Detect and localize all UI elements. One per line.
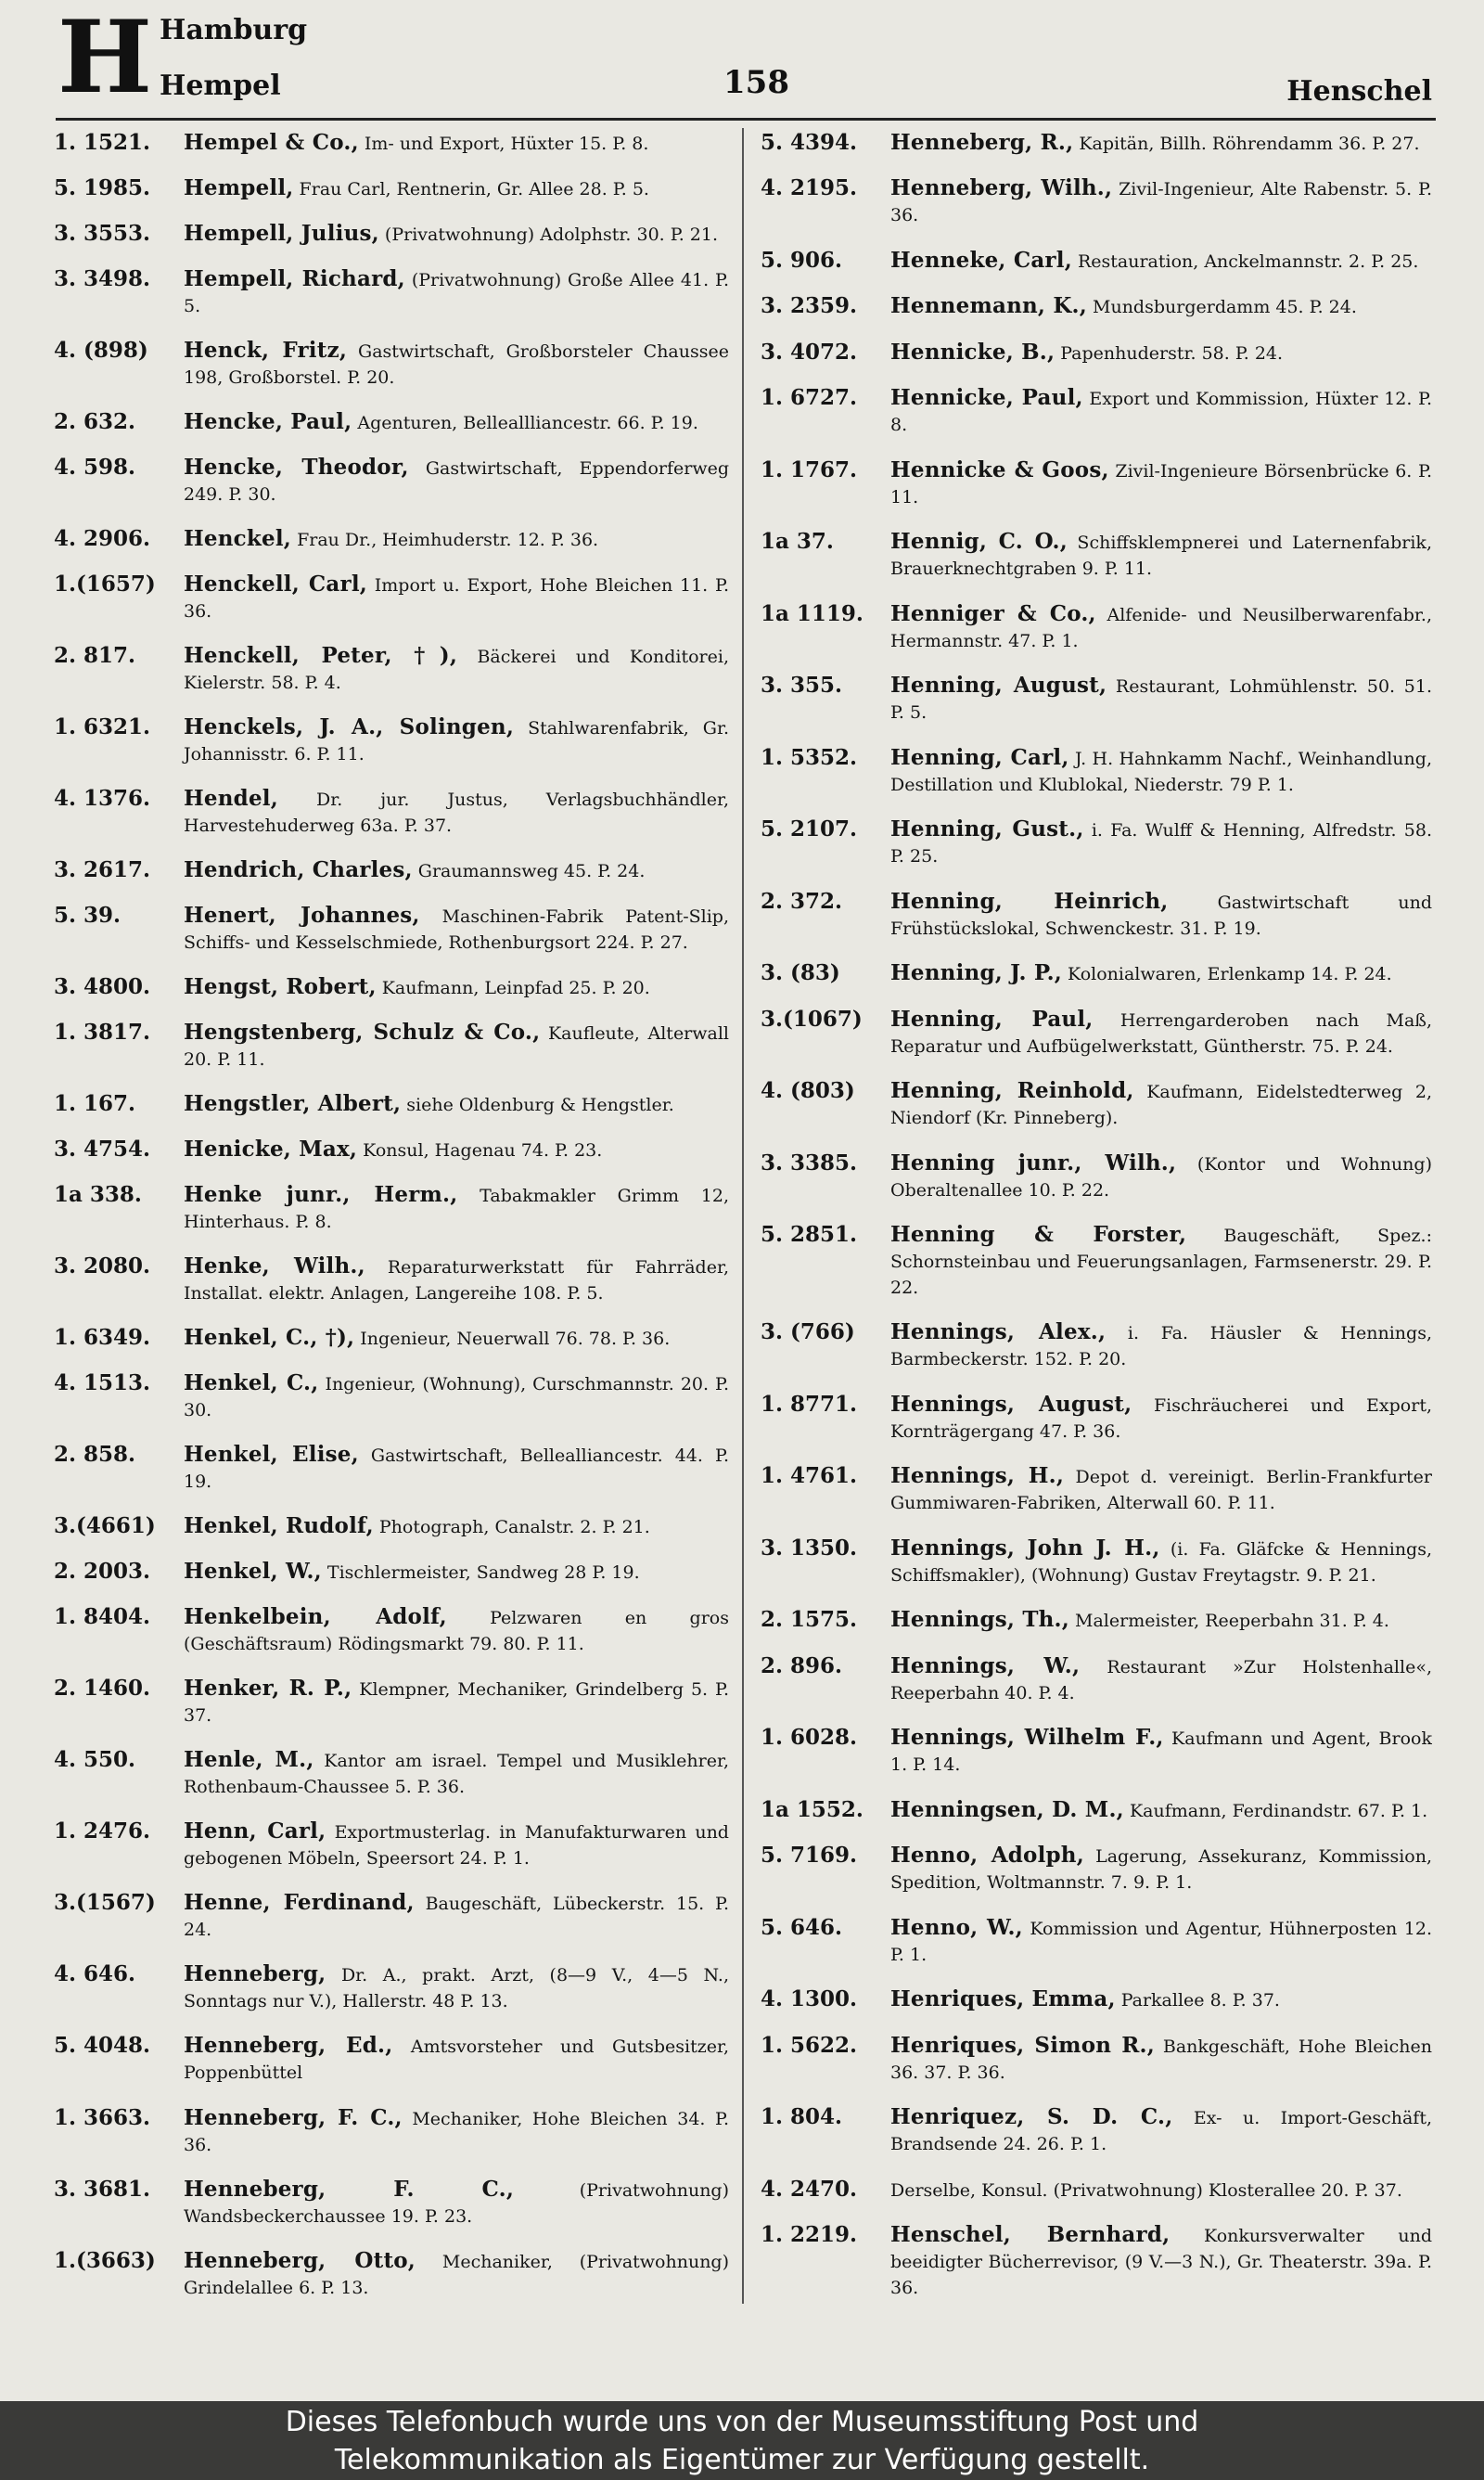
entry-details: Dr. A., prakt. Arzt, (8—9 V., 4—5 N., Sonntags nur V.), Hallerstr. 48 P. 13. [184, 1965, 729, 2012]
subscriber-name: Henert, Johannes, [184, 903, 420, 929]
entry-details: Amtsvorsteher und Gutsbesitzer, Poppenbüttel [184, 2037, 729, 2084]
subscriber-name: Henkel, C., [184, 1370, 319, 1396]
phone-number: 3. 1350. [761, 1535, 858, 1561]
directory-entry [54, 1747, 729, 1800]
directory-entry [761, 2177, 1432, 2204]
right-column [761, 130, 1432, 2301]
subscriber-name: Henneke, Carl, [890, 247, 1072, 273]
entry-details: Kaufmann, Eidelstedterweg 2, Niendorf (Kr. Pinneberg). [890, 1082, 1432, 1129]
entry-details: Photograph, Canalstr. 2. P. 21. [378, 1517, 650, 1538]
entry-details: Schiffsklempnerei und Laternenfabrik, Brauerknechtgraben 9. P. 11. [890, 533, 1432, 580]
entry-details: i. Fa. Häusler & Hennings, Barmbeckerstr. 152. P. 20. [890, 1323, 1432, 1370]
entry-details: Kommission und Agentur, Hühnerposten 12. P. 1. [890, 1918, 1432, 1965]
directory-entry [761, 529, 1432, 582]
subscriber-name: Henke, Wilh., [184, 1253, 365, 1279]
subscriber-name: Hempel & Co., [184, 130, 359, 155]
subscriber-name: Henneberg, R., [890, 130, 1074, 155]
entry-details: Parkallee 8. P. 37. [1120, 1990, 1280, 2011]
directory-entry [761, 2222, 1432, 2301]
directory-entry [761, 816, 1432, 869]
directory-entry [761, 248, 1432, 275]
directory-entry [54, 714, 729, 767]
directory-entry [761, 1222, 1432, 1301]
directory-entry [54, 1137, 729, 1163]
entry-details: Zivil-Ingenieur, Alte Rabenstr. 5. P. 36. [890, 179, 1432, 226]
phone-number: 4. 1300. [761, 1986, 858, 2012]
subscriber-name: Henn, Carl, [184, 1818, 326, 1844]
entry-details: Dr. jur. Justus, Verlagsbuchhändler, Harvestehuderweg 63a. P. 37. [184, 790, 729, 837]
phone-number: 5. 2107. [761, 816, 858, 842]
directory-entry [761, 340, 1432, 366]
phone-number: 1. 2476. [54, 1818, 151, 1844]
directory-entry [54, 1604, 729, 1657]
entry-details: Pelzwaren en gros (Geschäftsraum) Rödingsmarkt 79. 80. P. 11. [184, 1608, 729, 1655]
phone-number: 3.(4661) [54, 1513, 156, 1539]
directory-entry [54, 1442, 729, 1495]
subscriber-name: Henckell, Peter, †), [184, 643, 458, 669]
directory-entry [54, 175, 729, 202]
entry-details: Graumannsweg 45. P. 24. [417, 861, 646, 882]
phone-number: 2. 1460. [54, 1676, 151, 1702]
directory-entry [761, 1536, 1432, 1588]
entry-details: Kapitän, Billh. Röhrendamm 36. P. 27. [1079, 134, 1420, 154]
directory-entry [761, 175, 1432, 228]
entry-details: Tabakmakler Grimm 12, Hinterhaus. P. 8. [184, 1186, 729, 1233]
directory-entry [761, 1007, 1432, 1060]
phone-number: 1a 1552. [761, 1796, 864, 1822]
subscriber-name: Henne, Ferdinand, [184, 1890, 415, 1916]
entry-details: Tischlermeister, Sandweg 28 P. 19. [326, 1562, 640, 1584]
subscriber-name: Hennicke, B., [890, 339, 1055, 365]
subscriber-name: Henning, Heinrich, [890, 888, 1169, 914]
subscriber-name: Henningsen, D. M., [890, 1796, 1124, 1822]
entry-details: Klempner, Mechaniker, Grindelberg 5. P. 37. [184, 1679, 729, 1727]
entry-details: Kaufmann, Leinpfad 25. P. 20. [381, 978, 650, 999]
entry-details: Malermeister, Reeperbahn 31. P. 4. [1075, 1611, 1389, 1632]
footer-line-2: Telekommunikation als Eigentümer zur Verfügung gestellt. [334, 2444, 1150, 2476]
phone-number: 2. 2003. [54, 1559, 151, 1585]
phone-number: 4. 2906. [54, 526, 151, 552]
subscriber-name: Henneberg, Wilh., [890, 175, 1113, 201]
subscriber-name: Hencke, Paul, [184, 409, 352, 435]
directory-entry [54, 974, 729, 1001]
directory-entry [761, 1463, 1432, 1516]
phone-number: 4. 1376. [54, 786, 151, 812]
phone-number: 2. 372. [761, 888, 843, 914]
entry-details: Import u. Export, Hohe Bleichen 11. P. 36. [184, 575, 729, 623]
directory-entry [54, 1559, 729, 1586]
phone-number: 3. 2617. [54, 857, 151, 883]
phone-number: 5. 4394. [761, 130, 858, 155]
entry-details: Depot d. vereinigt. Berlin-Frankfurter Gummiwaren-Fabriken, Alterwall 60. P. 11. [890, 1467, 1432, 1514]
subscriber-name: Henkel, C., †), [184, 1325, 355, 1351]
entry-details: Mundsburgerdamm 45. P. 24. [1093, 297, 1357, 318]
directory-entry [761, 1078, 1432, 1131]
subscriber-name: Henneberg, F. C., [184, 2176, 515, 2202]
subscriber-name: Hennig, C. O., [890, 529, 1068, 555]
entry-details: i. Fa. Wulff & Henning, Alfredstr. 58. P. 25. [890, 820, 1432, 867]
subscriber-name: Henning, Paul, [890, 1006, 1094, 1032]
phone-number: 3. 2359. [761, 293, 858, 319]
phone-number: 3. 4754. [54, 1137, 151, 1163]
phone-number: 3. 355. [761, 673, 843, 699]
phone-number: 3. (83) [761, 960, 840, 986]
phone-number: 1. 2219. [761, 2222, 858, 2247]
directory-entry [761, 457, 1432, 510]
entry-details: Baugeschäft, Spez.: Schornsteinbau und Feuerungsanlagen, Farmsenerstr. 29. P. 22. [890, 1225, 1432, 1298]
subscriber-name: Hennings, Wilhelm F., [890, 1725, 1164, 1751]
phone-number: 2. 632. [54, 409, 136, 435]
phone-number: 3. 3681. [54, 2176, 151, 2202]
entry-details: Ex- u. Import-Geschäft, Brandsende 24. 26. P. 1. [890, 2108, 1432, 2155]
directory-entry [54, 1890, 729, 1943]
phone-number: 3. (766) [761, 1319, 855, 1345]
subscriber-name: Hennings, August, [890, 1391, 1132, 1417]
directory-entry [761, 293, 1432, 320]
subscriber-name: Henckell, Carl, [184, 572, 367, 598]
subscriber-name: Hennemann, K., [890, 293, 1087, 319]
entry-details: Kaufmann und Agent, Brook 1. P. 14. [890, 1728, 1432, 1776]
subscriber-name: Henck, Fritz, [184, 338, 348, 364]
entry-details: Bankgeschäft, Hohe Bleichen 36. 37. P. 36. [890, 2036, 1432, 2083]
last-entry-heading: Henschel [1286, 75, 1432, 108]
directory-entry [761, 601, 1432, 654]
subscriber-name: Hengst, Robert, [184, 974, 377, 1000]
directory-entry [761, 1986, 1432, 2013]
phone-number: 4. 550. [54, 1747, 136, 1773]
directory-entry [761, 2104, 1432, 2157]
entry-details: Fischräucherei und Export, Kornträgergang 47. P. 36. [890, 1394, 1432, 1442]
entry-details: Restaurant, Lohmühlenstr. 50. 51. P. 5. [890, 676, 1432, 724]
phone-number: 1. 3817. [54, 1020, 151, 1046]
phone-number: 1. 5622. [761, 2032, 858, 2058]
subscriber-name: Henriques, Emma, [890, 1986, 1116, 2012]
subscriber-name: Henning, Carl, [890, 744, 1069, 770]
entry-details: Agenturen, Belleallliancestr. 66. P. 19. [357, 413, 698, 434]
entry-details: Kaufleute, Alterwall 20. P. 11. [184, 1023, 729, 1071]
directory-entry [54, 266, 729, 319]
phone-number: 1. 6349. [54, 1325, 151, 1351]
entry-details: siehe Oldenburg & Hengstler. [406, 1095, 674, 1116]
phone-number: 3. 3553. [54, 221, 151, 247]
phone-number: 1.(1657) [54, 572, 156, 598]
subscriber-name: Hendrich, Charles, [184, 857, 413, 883]
subscriber-name: Henriques, Simon R., [890, 2032, 1155, 2058]
entry-details: Gastwirtschaft und Frühstückslokal, Schwenckestr. 31. P. 19. [890, 892, 1432, 939]
city-heading: Hamburg [160, 14, 308, 46]
phone-number: 5. 2851. [761, 1221, 858, 1247]
subscriber-name: Henker, R. P., [184, 1676, 352, 1702]
phone-number: 4. (898) [54, 338, 148, 364]
directory-entry [761, 2033, 1432, 2086]
subscriber-name: Henle, M., [184, 1747, 314, 1773]
directory-entry [54, 221, 729, 248]
entry-details: Mechaniker, Hohe Bleichen 34. P. 36. [184, 2108, 729, 2155]
phone-number: 1. 6028. [761, 1725, 858, 1751]
phone-number: 1. 5352. [761, 744, 858, 770]
directory-entry [54, 2177, 729, 2229]
subscriber-name: Hennicke, Paul, [890, 385, 1083, 411]
entry-details: (i. Fa. Gläfcke & Hennings, Schiffsmakler), (Wohnung) Gustav Freytagstr. 9. P. 21. [890, 1538, 1432, 1586]
entry-details: Papenhuderstr. 58. P. 24. [1060, 342, 1284, 364]
phone-number: 4. 646. [54, 1961, 136, 1987]
directory-entry [54, 1091, 729, 1118]
entry-details: Mechaniker, (Privatwohnung) Grindelallee 6. P. 13. [184, 2251, 729, 2298]
directory-entry [761, 1653, 1432, 1706]
directory-entry [761, 130, 1432, 157]
first-entry-heading: Hempel [160, 70, 281, 102]
phone-number: 1. 3663. [54, 2104, 151, 2130]
footer-notice [0, 2403, 1484, 2479]
phone-number: 2. 817. [54, 643, 136, 669]
entry-details: Lagerung, Assekuranz, Kommission, Spedition, Woltmannstr. 7. 9. P. 1. [890, 1846, 1432, 1894]
directory-entry [54, 1961, 729, 2014]
column-divider [742, 128, 744, 2304]
directory-entry [54, 1818, 729, 1871]
phone-number: 1. 6727. [761, 385, 858, 411]
subscriber-name: Hendel, [184, 786, 278, 812]
phone-number: 1. 1521. [54, 130, 151, 155]
left-column [54, 130, 729, 2301]
subscriber-name: Henicke, Max, [184, 1137, 358, 1163]
entry-details: Alfenide- und Neusilberwarenfabr., Hermannstr. 47. P. 1. [890, 604, 1432, 651]
phone-number: 3.(1067) [761, 1006, 863, 1032]
subscriber-name: Henning, Gust., [890, 816, 1084, 842]
section-letter: H [58, 0, 153, 116]
entry-details: Export und Kommission, Hüxter 12. P. 8. [890, 389, 1432, 436]
directory-entry [761, 889, 1432, 942]
directory-entry [54, 130, 729, 157]
subscriber-name: Hennings, W., [890, 1652, 1081, 1678]
directory-entry [761, 745, 1432, 798]
directory-entry [54, 903, 729, 956]
directory-entry [54, 2033, 729, 2086]
phone-number: 1. 8404. [54, 1604, 151, 1630]
directory-entry [54, 409, 729, 436]
phone-number: 3. 4072. [761, 339, 858, 365]
subscriber-name: Hencke, Theodor, [184, 455, 409, 481]
entry-details: Im- und Export, Hüxter 15. P. 8. [364, 134, 649, 154]
phone-number: 3.(1567) [54, 1890, 156, 1916]
directory-entry [761, 1392, 1432, 1445]
directory-entry [54, 1676, 729, 1728]
directory-entry [54, 2248, 729, 2301]
subscriber-name: Hempell, Julius, [184, 221, 379, 247]
entry-details: (Kontor und Wohnung) Oberaltenallee 10. P. 22. [890, 1153, 1432, 1201]
phone-number: 1a 1119. [761, 600, 864, 626]
subscriber-name: Henning & Forster, [890, 1221, 1187, 1247]
phone-number: 2. 1575. [761, 1607, 858, 1633]
directory-entry [54, 1253, 729, 1306]
subscriber-name: Henke junr., Herm., [184, 1182, 458, 1208]
phone-number: 1a 338. [54, 1182, 142, 1208]
directory-entry [54, 338, 729, 391]
phone-number: 2. 896. [761, 1652, 843, 1678]
subscriber-name: Henno, Adolph, [890, 1843, 1084, 1869]
subscriber-name: Henriquez, S. D. C., [890, 2104, 1173, 2130]
directory-entry [761, 1797, 1432, 1824]
entry-details: Gastwirtschaft, Eppendorferweg 249. P. 30. [184, 458, 729, 506]
entry-details: Maschinen-Fabrik Patent-Slip, Schiffs- und Kesselschmiede, Rothenburgsort 224. P. 27. [184, 906, 729, 954]
subscriber-name: Henschel, Bernhard, [890, 2222, 1171, 2247]
phone-number: 4. 1513. [54, 1370, 151, 1396]
directory-entry [54, 857, 729, 884]
phone-number: 5. 646. [761, 1914, 843, 1940]
subscriber-name: Henkel, Elise, [184, 1442, 359, 1468]
phone-number: 3. 3385. [761, 1150, 858, 1176]
entry-details: Restauration, Anckelmannstr. 2. P. 25. [1077, 251, 1419, 272]
phone-number: 5. 39. [54, 903, 122, 929]
entry-details: Exportmusterlag. in Manufakturwaren und gebogenen Möbeln, Speersort 24. P. 1. [184, 1822, 729, 1870]
entry-details: Restaurant »Zur Holstenhalle«, Reeperbahn 40. P. 4. [890, 1656, 1432, 1703]
subscriber-name: Henckels, J. A., Solingen, [184, 714, 515, 740]
phone-number: 4. 598. [54, 455, 136, 481]
entry-details: (Privatwohnung) Große Allee 41. P. 5. [184, 270, 729, 317]
directory-entry [54, 1325, 729, 1352]
subscriber-name: Henkel, Rudolf, [184, 1513, 374, 1539]
phone-number: 4. (803) [761, 1078, 855, 1104]
entry-details: Kantor am israel. Tempel und Musiklehrer, Rothenbaum-Chaussee 5. P. 36. [184, 1751, 729, 1798]
subscriber-name: Henneberg, F. C., [184, 2104, 403, 2130]
phone-number: 5. 4048. [54, 2033, 151, 2059]
subscriber-name: Hennings, John J. H., [890, 1535, 1160, 1561]
phone-number: 4. 2470. [761, 2176, 858, 2202]
subscriber-name: Hengstenberg, Schulz & Co., [184, 1020, 541, 1046]
phone-number: 5. 906. [761, 247, 843, 273]
phone-number: 1. 167. [54, 1091, 136, 1117]
directory-entry [761, 960, 1432, 987]
entry-details: Reparaturwerkstatt für Fahrräder, Installat. elektr. Anlagen, Langereihe 108. P. 5. [184, 1257, 729, 1304]
subscriber-name: Hempell, Richard, [184, 266, 405, 292]
entry-details: Bäckerei und Konditorei, Kielerstr. 58. P. 4. [184, 647, 729, 694]
directory-entry [54, 572, 729, 624]
subscriber-name: Henneberg, Otto, [184, 2247, 416, 2273]
phone-number: 3. 2080. [54, 1253, 151, 1279]
entry-details: Stahlwarenfabrik, Gr. Johannisstr. 6. P. 11. [184, 718, 729, 765]
entry-details: Herrengarderoben nach Maß, Reparatur und Aufbügelwerkstatt, Güntherstr. 75. P. 24. [890, 1009, 1432, 1057]
entry-details: Derselbe, Konsul. (Privatwohnung) Klosterallee 20. P. 37. [890, 2179, 1402, 2201]
entry-details: Baugeschäft, Lübeckerstr. 15. P. 24. [184, 1894, 729, 1941]
phone-number: 1. 6321. [54, 714, 151, 740]
entry-details: Konsul, Hagenau 74. P. 23. [363, 1140, 603, 1162]
directory-entry [761, 673, 1432, 726]
entry-details: Kolonialwaren, Erlenkamp 14. P. 24. [1068, 964, 1392, 985]
directory-entry [761, 1915, 1432, 1968]
subscriber-name: Hennings, Th., [890, 1607, 1069, 1633]
directory-entry [54, 1513, 729, 1540]
directory-entry [54, 786, 729, 839]
entry-details: Zivil-Ingenieure Börsenbrücke 6. P. 11. [890, 460, 1432, 508]
directory-entry [54, 526, 729, 553]
entry-details: Gastwirtschaft, Bellealliancestr. 44. P. 19. [184, 1446, 729, 1493]
entry-details: Frau Dr., Heimhuderstr. 12. P. 36. [297, 530, 599, 551]
directory-entry [761, 1150, 1432, 1203]
subscriber-name: Henkelbein, Adolf, [184, 1604, 447, 1630]
entry-details: Kaufmann, Ferdinandstr. 67. P. 1. [1129, 1800, 1428, 1821]
phone-number: 1. 8771. [761, 1391, 858, 1417]
subscriber-name: Henning junr., Wilh., [890, 1150, 1177, 1176]
entry-details: J. H. Hahnkamm Nachf., Weinhandlung, Destillation und Klublokal, Niederstr. 79 P. 1. [890, 748, 1432, 795]
phone-number: 5. 7169. [761, 1843, 858, 1869]
phone-number: 2. 858. [54, 1442, 136, 1468]
directory-entry [54, 1020, 729, 1073]
entry-details: Gastwirtschaft, Großborsteler Chaussee 198, Großborstel. P. 20. [184, 341, 729, 389]
phone-number: 1. 804. [761, 2104, 843, 2130]
phone-number: 3. 3498. [54, 266, 151, 292]
subscriber-name: Henno, W., [890, 1914, 1023, 1940]
subscriber-name: Hempell, [184, 175, 294, 201]
subscriber-name: Henckel, [184, 526, 292, 552]
phone-number: 3. 4800. [54, 974, 151, 1000]
footer-line-1: Dieses Telefonbuch wurde uns von der Museumsstiftung Post und [285, 2406, 1199, 2438]
directory-entry [761, 1607, 1432, 1634]
entry-details: (Privatwohnung) Adolphstr. 30. P. 21. [384, 225, 718, 246]
entry-details: Ingenieur, Neuerwall 76. 78. P. 36. [360, 1329, 671, 1350]
subscriber-name: Hennings, H., [890, 1463, 1065, 1489]
page-number: 158 [723, 64, 789, 101]
subscriber-name: Henning, August, [890, 673, 1107, 699]
directory-entry [54, 2105, 729, 2158]
directory-entry [54, 1182, 729, 1235]
subscriber-name: Henneberg, [184, 1961, 326, 1987]
subscriber-name: Henning, J. P., [890, 960, 1062, 986]
directory-entry [761, 1843, 1432, 1895]
directory-entry [761, 1725, 1432, 1778]
header-rule [56, 118, 1436, 121]
directory-entry [54, 643, 729, 696]
entry-details: (Privatwohnung) Wandsbeckerchaussee 19. P. 23. [184, 2179, 729, 2227]
subscriber-name: Hengstler, Albert, [184, 1091, 402, 1117]
phone-number: 1. 1767. [761, 456, 858, 482]
phone-number: 1a 37. [761, 529, 834, 555]
subscriber-name: Hennings, Alex., [890, 1319, 1107, 1345]
directory-entry [761, 385, 1432, 438]
directory-entry [54, 1370, 729, 1423]
phone-number: 1.(3663) [54, 2247, 156, 2273]
subscriber-name: Henniger & Co., [890, 600, 1096, 626]
directory-entry [54, 455, 729, 508]
phone-number: 5. 1985. [54, 175, 151, 201]
entry-details: Konkursverwalter und beeidigter Bücherrevisor, (9 V.—3 N.), Gr. Theaterstr. 39a. P. 36. [890, 2226, 1432, 2298]
subscriber-name: Henning, Reinhold, [890, 1078, 1134, 1104]
entry-details: Frau Carl, Rentnerin, Gr. Allee 28. P. 5. [299, 179, 649, 200]
subscriber-name: Henneberg, Ed., [184, 2033, 393, 2059]
entry-details: Ingenieur, (Wohnung), Curschmannstr. 20. P. 30. [184, 1374, 729, 1421]
subscriber-name: Henkel, W., [184, 1559, 322, 1585]
directory-entry [761, 1319, 1432, 1372]
subscriber-name: Hennicke & Goos, [890, 456, 1109, 482]
phone-number: 4. 2195. [761, 175, 858, 201]
phone-number: 1. 4761. [761, 1463, 858, 1489]
